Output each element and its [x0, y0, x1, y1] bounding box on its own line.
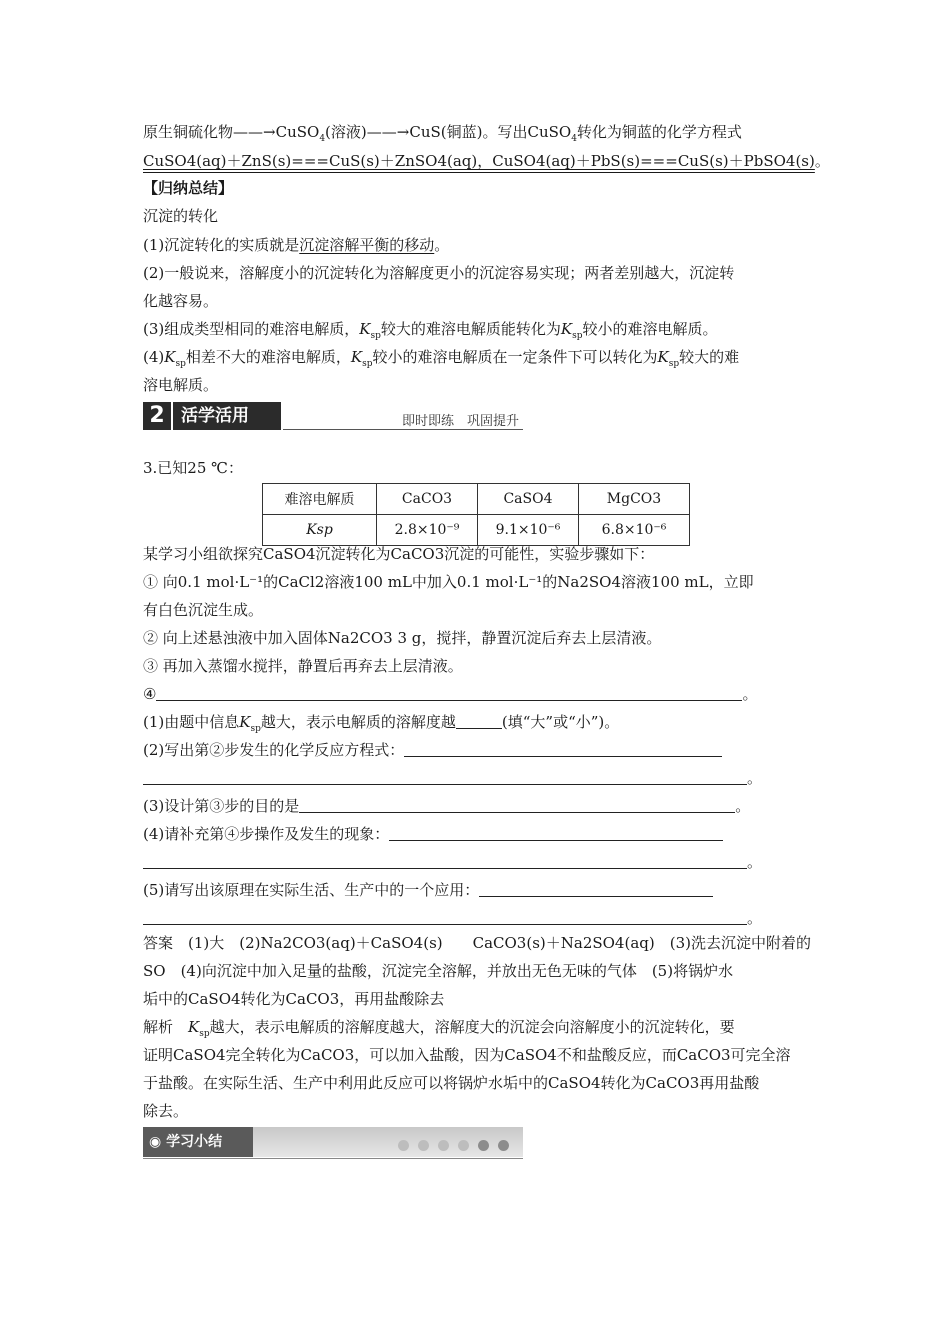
intro-equation-line	[143, 151, 830, 171]
section-number: 2	[143, 402, 171, 430]
intro-text: 原生铜硫化物	[143, 123, 234, 141]
ksp-sub: sp	[362, 359, 373, 369]
ksp-sub: sp	[668, 359, 680, 369]
text: 较大的难	[679, 348, 740, 366]
step-1a: ① 向0.1 mol·L⁻¹的CaCl2溶液100 mL中加入0.1 mol·L⁻¹的Na2SO4溶液100 mL，立即	[143, 573, 754, 591]
answer-blank[interactable]	[456, 712, 502, 729]
dot-icon	[458, 1140, 469, 1151]
table-row	[263, 484, 690, 515]
answer-line-3: 垢中的CaSO4转化为CaCO3，再用盐酸除去	[143, 990, 445, 1008]
step-4	[143, 684, 808, 704]
answer-blank[interactable]	[389, 824, 723, 841]
answer-blank[interactable]	[143, 852, 747, 869]
study-summary-bar	[143, 1127, 523, 1157]
ksp-symbol: K	[560, 320, 573, 338]
punct: 。	[747, 909, 763, 927]
text: (5)请写出该原理在实际生活、生产中的一个应用：	[143, 881, 480, 899]
section-subtitle: 即时即练 巩固提升	[401, 414, 519, 429]
punct: 。	[747, 853, 763, 871]
ksp-symbol: K	[164, 348, 176, 366]
table-cell: 难溶电解质	[263, 484, 377, 515]
question-2	[143, 740, 808, 760]
answer-line-1: 答案 (1)大 (2)Na2CO3(aq)＋CaSO4(s) CaCO3(s)＋Na2SO4(aq) (3)洗去沉淀中附着的	[143, 934, 811, 952]
question-5	[143, 880, 808, 900]
punct: 。	[434, 236, 450, 254]
punct: 。	[735, 797, 751, 815]
intro-text: CuSO	[275, 123, 320, 141]
ksp-symbol: K	[657, 348, 669, 366]
table-cell: 2.8×10⁻⁹	[377, 515, 478, 546]
text: (1)沉淀转化的实质就是	[143, 236, 300, 254]
text: 较大的难溶电解质能转化为	[380, 320, 561, 338]
question-4-cont	[143, 852, 808, 872]
summary-point-4a	[143, 347, 808, 367]
answer-blank[interactable]	[479, 880, 713, 897]
text: 较小的难溶电解质。	[582, 320, 718, 338]
step-3: ③ 再加入蒸馏水搅拌，静置后再弃去上层清液。	[143, 657, 463, 675]
text: 越大，表示电解质的溶解度越大，溶解度大的沉淀会向溶解度小的沉淀转化，要	[209, 1018, 735, 1036]
intro-text: CuS(铜蓝)。写出CuSO	[409, 123, 572, 141]
analysis-line-2: 证明CaSO4完全转化为CaCO3，可以加入盐酸，因为CaSO4不和盐酸反应，而CaCO3可完全溶	[143, 1046, 791, 1064]
answer-blank[interactable]	[404, 740, 722, 757]
intro-text: 转化为铜蓝的化学方程式	[576, 123, 742, 141]
section-title: 活学活用	[173, 402, 281, 430]
step-1b: 有白色沉淀生成。	[143, 601, 264, 619]
text: 较小的难溶电解质在一定条件下可以转化为	[372, 348, 658, 366]
summary-point-4b: 溶电解质。	[143, 376, 219, 394]
table-row	[263, 515, 690, 546]
text: (填“大”或“小”)。	[501, 713, 620, 731]
dot-icon	[478, 1140, 489, 1151]
table-cell: Ksp	[263, 515, 377, 546]
text: (3)组成类型相同的难溶电解质，	[143, 320, 360, 338]
text: (3)设计第③步的目的是	[143, 797, 300, 815]
section-header	[143, 402, 523, 430]
study-summary-label: ◉ 学习小结	[143, 1127, 253, 1157]
question-3	[143, 796, 808, 816]
arrow: ——→	[366, 123, 410, 141]
ksp-sub: sp	[370, 331, 381, 341]
summary-point-2a: (2)一般说来，溶解度小的沉淀转化为溶解度更小的沉淀容易实现；两者差别越大，沉淀转	[143, 264, 735, 282]
table-cell: CaCO3	[377, 484, 478, 515]
text: (4)	[143, 348, 165, 366]
dot-icon	[438, 1140, 449, 1151]
summary-point-2b: 化越容易。	[143, 292, 219, 310]
text: (1)由题中信息	[143, 713, 240, 731]
decorative-dots	[398, 1136, 518, 1155]
table-cell: 9.1×10⁻⁶	[478, 515, 579, 546]
ksp-symbol: K	[188, 1018, 200, 1036]
punct: 。	[742, 685, 758, 703]
question-1	[143, 712, 808, 732]
ksp-sub: sp	[175, 359, 186, 369]
answer-blank[interactable]	[156, 684, 742, 701]
summary-point-3	[143, 319, 808, 339]
ksp-sub: sp	[199, 1029, 210, 1039]
step-2: ② 向上述悬浊液中加入固体Na2CO3 3 g，搅拌，静置沉淀后弃去上层清液。	[143, 629, 662, 647]
intro-line-1: 原生铜硫化物——→CuSO$_4$(溶液)——→CuS(铜蓝)。写出CuSO$_4$转化为铜蓝的化学方程式	[143, 123, 742, 144]
question-stem: 3.已知25 ℃：	[143, 459, 243, 477]
summary-point-1	[143, 235, 808, 255]
answer-line-2: SO (4)向沉淀中加入足量的盐酸，沉淀完全溶解，并放出无色无味的气体 (5)将锅炉水	[143, 962, 734, 980]
answer-blank[interactable]	[143, 768, 747, 785]
equation-answer: CuSO4(aq)＋ZnS(s)===CuS(s)＋ZnSO4(aq)，CuSO4(aq)＋PbS(s)===CuS(s)＋PbSO4(s)	[143, 152, 815, 170]
text: (4)请补充第④步操作及发生的现象：	[143, 825, 390, 843]
section-rule	[283, 429, 523, 430]
ksp-symbol: K	[350, 348, 363, 366]
analysis-line-1	[143, 1017, 808, 1037]
text: 相差不大的难溶电解质，	[185, 348, 351, 366]
arrow: ——→	[233, 123, 276, 141]
summary-heading: 【归纳总结】	[143, 179, 234, 197]
punct: 。	[747, 769, 763, 787]
analysis-line-4: 除去。	[143, 1102, 189, 1120]
summary-topic: 沉淀的转化	[143, 207, 219, 225]
answer-blank[interactable]	[299, 796, 735, 813]
table-cell: MgCO3	[579, 484, 690, 515]
text: 越大，表示电解质的溶解度越	[260, 713, 456, 731]
ksp-symbol: K	[239, 713, 251, 731]
intro-text: (溶液)	[325, 123, 367, 141]
summary-rule	[143, 1158, 523, 1159]
dot-icon	[418, 1140, 429, 1151]
ksp-symbol: K	[359, 320, 371, 338]
ksp-sub: sp	[250, 724, 261, 734]
table-cell: CaSO4	[478, 484, 579, 515]
question-5-cont	[143, 908, 808, 928]
analysis-line-3: 于盐酸。在实际生活、生产中利用此反应可以将锅炉水垢中的CaSO4转化为CaCO3再用盐酸	[143, 1074, 760, 1092]
ksp-sub: sp	[572, 331, 583, 341]
underlined-answer: 沉淀溶解平衡的移动	[299, 236, 435, 254]
question-2-cont	[143, 768, 808, 788]
answer-blank[interactable]	[143, 908, 747, 925]
question-intro: 某学习小组欲探究CaSO4沉淀转化为CaCO3沉淀的可能性，实验步骤如下：	[143, 545, 655, 563]
dot-icon	[398, 1140, 409, 1151]
question-4	[143, 824, 808, 844]
ksp-table	[262, 483, 690, 546]
dot-icon	[498, 1140, 509, 1151]
punct: 。	[814, 152, 830, 170]
text: 解析	[143, 1018, 189, 1036]
table-cell: 6.8×10⁻⁶	[579, 515, 690, 546]
text: ④	[143, 685, 157, 703]
text: (2)写出第②步发生的化学反应方程式：	[143, 741, 405, 759]
